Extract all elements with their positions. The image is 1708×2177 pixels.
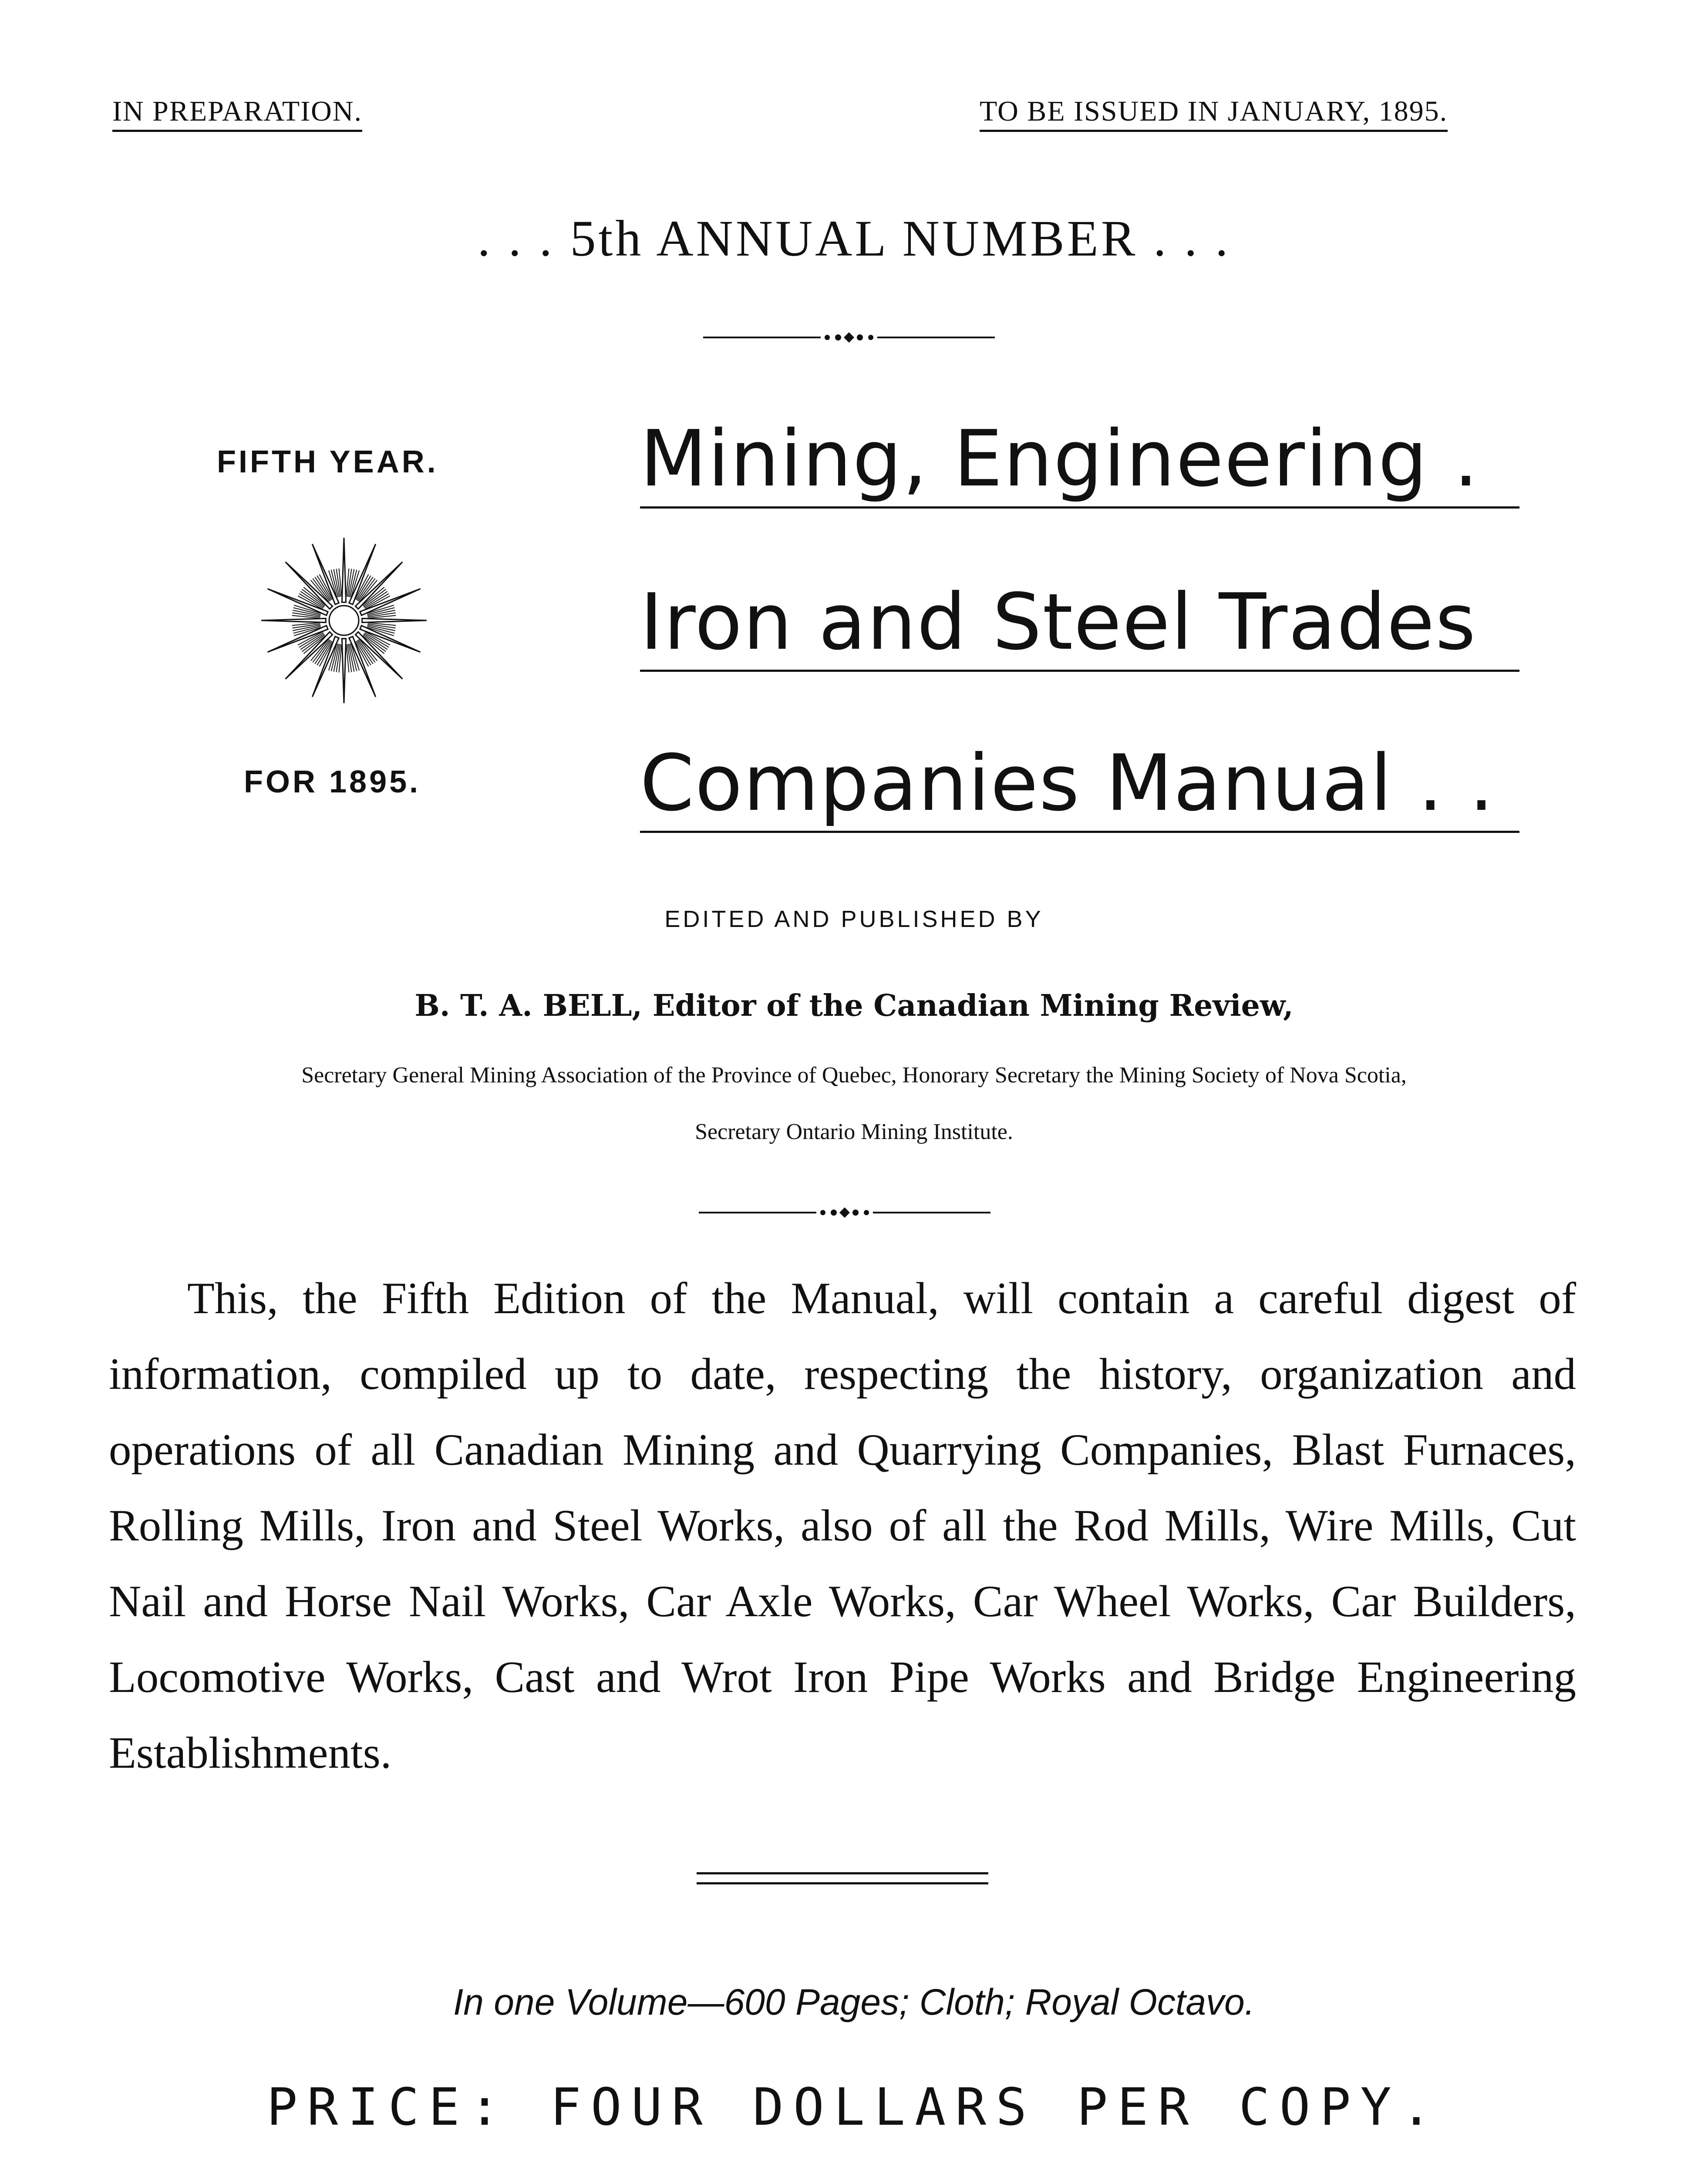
for-year-label: FOR 1895. (244, 765, 421, 799)
star-ornament-icon (257, 533, 431, 708)
edited-by-label: EDITED AND PUBLISHED BY (664, 906, 1044, 932)
title-line-mining-engineering: Mining, Engineering . (640, 420, 1519, 509)
description-paragraph: This, the Fifth Edition of the Manual, will contain a careful digest of information, compiled up to date, respecting the history, organization and operations of all Canadian Mining and Quarrying Companies, Blast Furnaces, Rolling Mills, Iron and Steel Works, also of all the Rod Mills, Wire Mills, Cut Nail and Horse Nail Works, Car Axle Works, Car Wheel Works, Car Builders, Locomotive Works, Cast and Wrot Iron Pipe Works and Bridge Engineering Establishments. (109, 1274, 1576, 1778)
ornamental-rule (699, 1200, 990, 1226)
ornamental-rule (703, 324, 995, 350)
double-rule-divider (697, 1872, 988, 1884)
annual-number-heading: . . . 5th ANNUAL NUMBER . . . (477, 210, 1231, 267)
fifth-year-label: FIFTH YEAR. (217, 445, 438, 479)
issue-date-label: TO BE ISSUED IN JANUARY, 1895. (980, 95, 1448, 132)
in-preparation-label: IN PREPARATION. (112, 95, 362, 132)
editor-name: B. T. A. BELL, Editor of the Canadian Mining Review, (414, 988, 1294, 1023)
editor-titles-line1: Secretary General Mining Association of the Province of Quebec, Honorary Secretary the Mining Society of Nova Scotia, (301, 1063, 1407, 1088)
editor-titles-line2: Secretary Ontario Mining Institute. (695, 1119, 1013, 1144)
title-line-companies-manual: Companies Manual . . (640, 745, 1519, 833)
price-line: PRICE: FOUR DOLLARS PER COPY. (266, 2077, 1442, 2137)
title-line-iron-steel-trades: Iron and Steel Trades (640, 583, 1519, 672)
volume-info: In one Volume—600 Pages; Cloth; Royal Octavo. (453, 1982, 1255, 2022)
